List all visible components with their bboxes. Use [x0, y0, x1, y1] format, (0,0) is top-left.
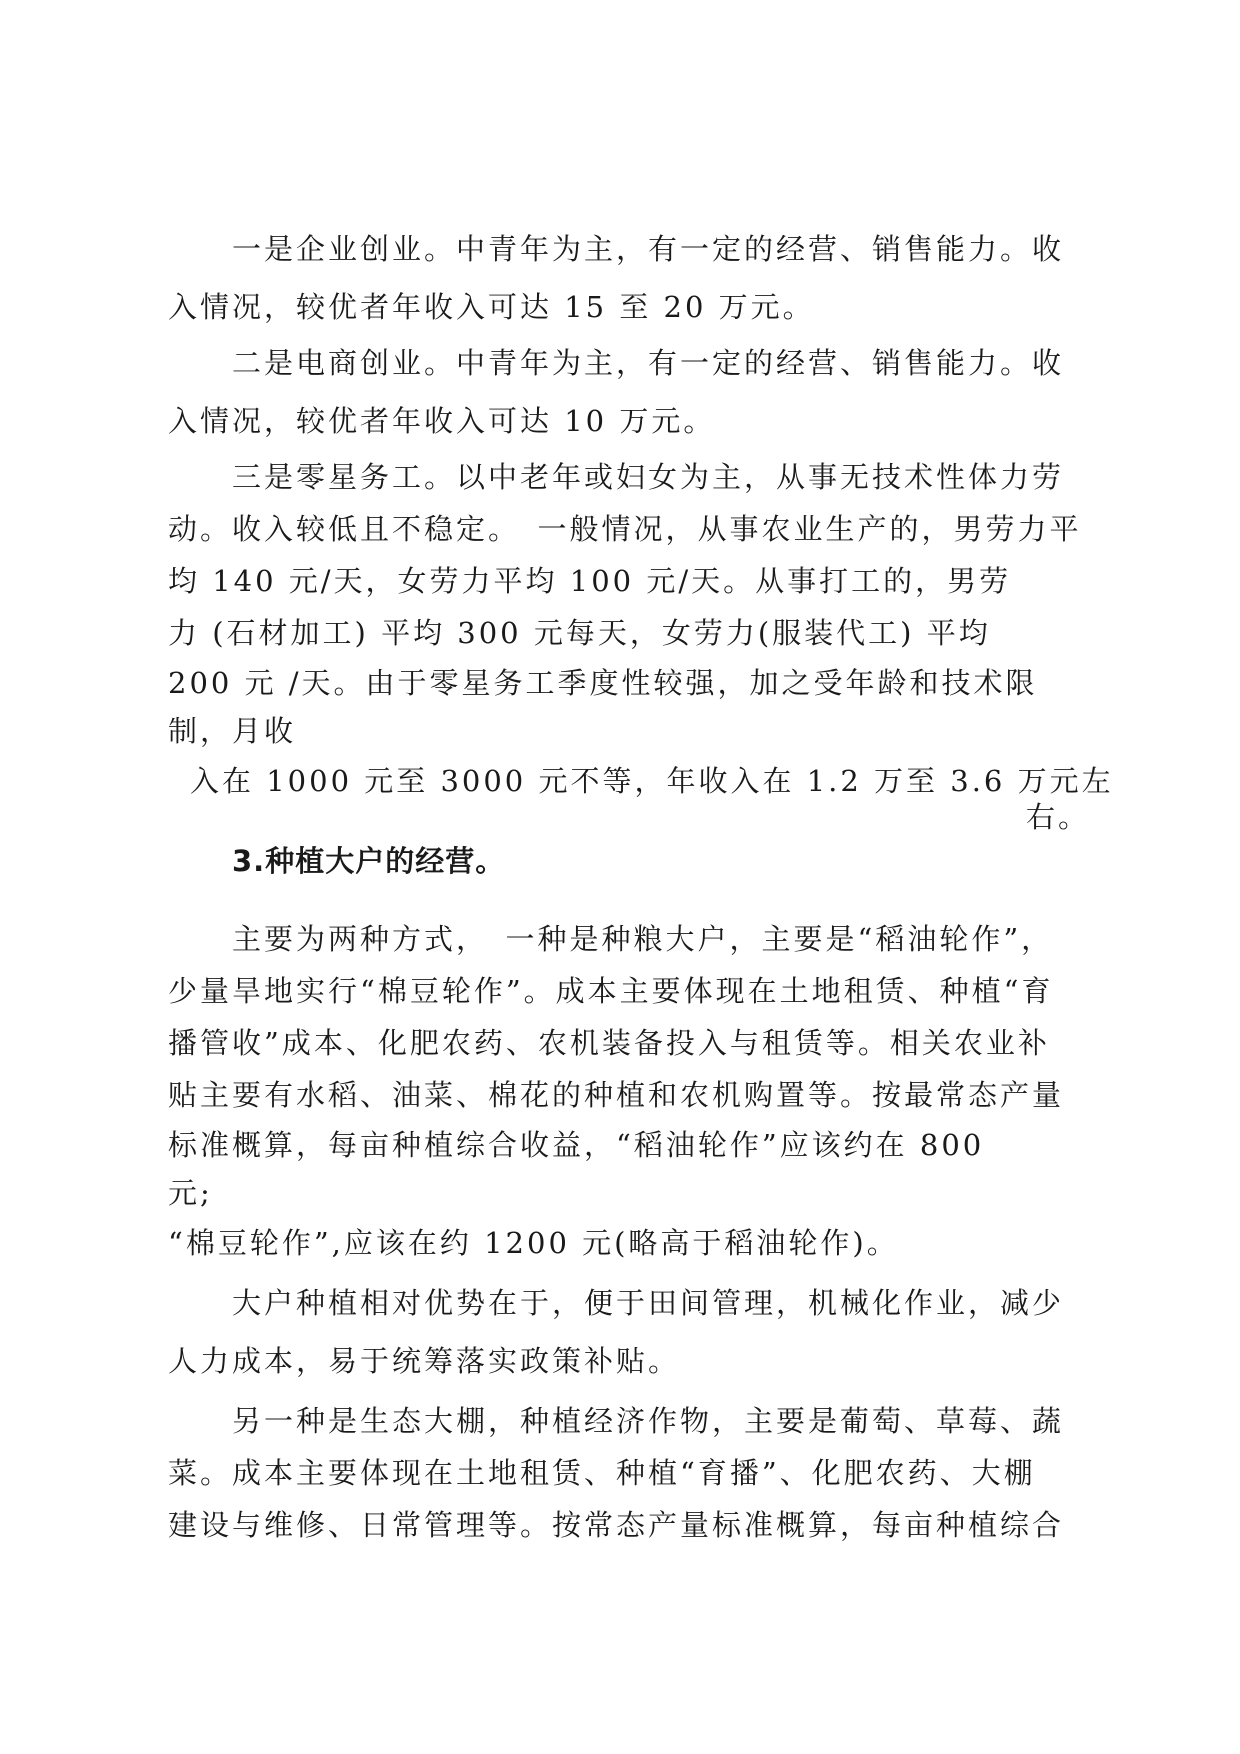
text-line: 力 (石材加工) 平均 300 元每天，女劳力(服装代工) 平均 — [168, 616, 991, 650]
text-line: 一是企业创业。中青年为主，有一定的经营、销售能力。收 — [232, 232, 1065, 266]
text-line: 入在 1000 元至 3000 元不等，年收入在 1.2 万至 3.6 万元左 — [190, 764, 1114, 798]
text-line: 右。 — [1025, 800, 1090, 834]
text-line: 动。收入较低且不稳定。 一般情况，从事农业生产的，男劳力平 — [168, 512, 1082, 546]
section-heading: 3.种植大户的经营。 — [232, 844, 506, 878]
text-line: 标准概算，每亩种植综合收益，“稻油轮作”应该约在 800 — [168, 1128, 985, 1162]
text-line: 贴主要有水稻、油菜、棉花的种植和农机购置等。按最常态产量 — [168, 1078, 1065, 1112]
text-line: 200 元 /天。由于零星务工季度性较强，加之受年龄和技术限 — [168, 666, 1038, 700]
text-line: “棉豆轮作”,应该在约 1200 元(略高于稻油轮作)。 — [168, 1226, 899, 1260]
text-line: 播管收”成本、化肥农药、农机装备投入与租赁等。相关农业补 — [168, 1026, 1050, 1060]
text-line: 大户种植相对优势在于，便于田间管理，机械化作业，减少 — [232, 1286, 1065, 1320]
text-line: 制，月收 — [168, 714, 297, 748]
text-line: 元; — [168, 1176, 213, 1210]
text-line: 三是零星务工。以中老年或妇女为主，从事无技术性体力劳 — [232, 460, 1065, 494]
text-line: 入情况，较优者年收入可达 10 万元。 — [168, 404, 716, 438]
text-line: 入情况，较优者年收入可达 15 至 20 万元。 — [168, 290, 815, 324]
text-line: 人力成本，易于统筹落实政策补贴。 — [168, 1344, 681, 1378]
text-line: 建设与维修、日常管理等。按常态产量标准概算，每亩种植综合 — [168, 1508, 1065, 1542]
text-line: 二是电商创业。中青年为主，有一定的经营、销售能力。收 — [232, 346, 1065, 380]
text-line: 菜。成本主要体现在土地租赁、种植“育播”、化肥农药、大棚 — [168, 1456, 1036, 1490]
text-line: 主要为两种方式， 一种是种粮大户，主要是“稻油轮作”， — [232, 922, 1054, 956]
text-line: 均 140 元/天，女劳力平均 100 元/天。从事打工的，男劳 — [168, 564, 1012, 598]
text-line: 另一种是生态大棚，种植经济作物，主要是葡萄、草莓、蔬 — [232, 1404, 1065, 1438]
text-line: 少量旱地实行“棉豆轮作”。成本主要体现在土地租赁、种植“育 — [168, 974, 1054, 1008]
